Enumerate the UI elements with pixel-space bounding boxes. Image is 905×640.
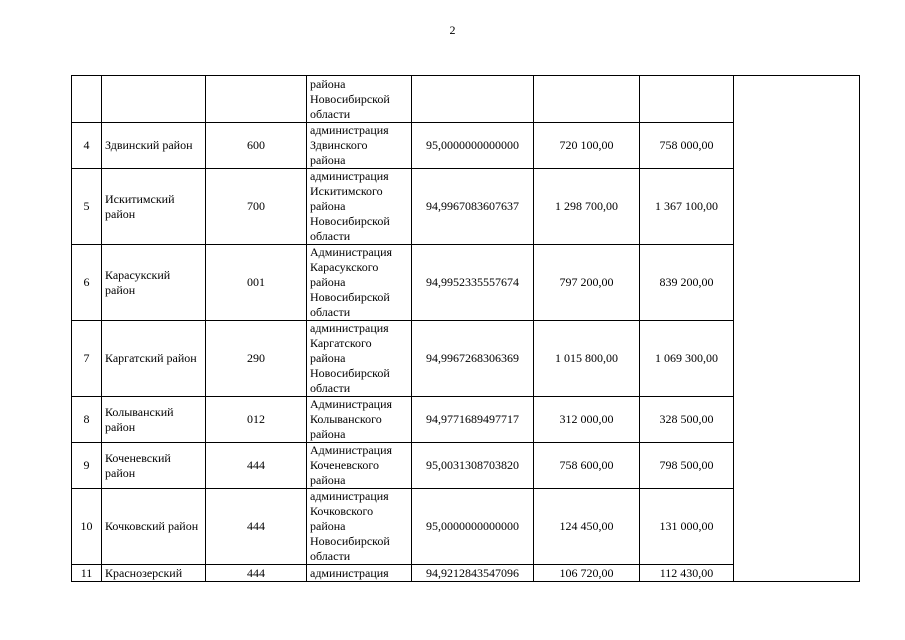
coefficient-cell: 95,0031308703820 [412,443,534,489]
coefficient-cell: 94,9771689497717 [412,397,534,443]
administration-cell: администрация [307,565,412,582]
amount-cell: 312 000,00 [534,397,640,443]
code-cell: 012 [206,397,307,443]
administration-cell: Администрация Карасукского района Новосибирской области [307,245,412,321]
row-number: 6 [72,245,102,321]
coefficient-cell: 94,9967083607637 [412,169,534,245]
table-row [72,76,860,123]
coefficient-cell: 95,0000000000000 [412,123,534,169]
coefficient-cell [412,76,534,123]
amount-cell: 758 600,00 [534,443,640,489]
district-name [102,76,206,123]
administration-cell: администрация Искитимского района Новосибирской области [307,169,412,245]
coefficient-cell: 94,9952335557674 [412,245,534,321]
district-name: Искитимский район [102,169,206,245]
administration-cell: администрация Кочковского района Новосибирской области [307,489,412,565]
administration-cell: Администрация Колыванского района [307,397,412,443]
code-cell: 600 [206,123,307,169]
row-number: 11 [72,565,102,582]
code-cell: 444 [206,565,307,582]
district-name: Кочковский район [102,489,206,565]
row-number: 4 [72,123,102,169]
amount-cell: 124 450,00 [534,489,640,565]
district-name: Колыванский район [102,397,206,443]
amount-cell: 797 200,00 [534,245,640,321]
row-number: 5 [72,169,102,245]
row-number: 10 [72,489,102,565]
amount-cell [534,76,640,123]
amount-cell: 328 500,00 [640,397,734,443]
coefficient-cell: 94,9967268306369 [412,321,534,397]
page-number: 2 [449,23,456,37]
district-name: Краснозерский [102,565,206,582]
administration-cell: района Новосибирской области [307,76,412,123]
row-number: 7 [72,321,102,397]
amount-cell: 131 000,00 [640,489,734,565]
code-cell: 444 [206,443,307,489]
district-name: Коченевский район [102,443,206,489]
row-number: 9 [72,443,102,489]
administration-cell: Администрация Коченевского района [307,443,412,489]
administration-cell: администрация Каргатского района Новосибирской области [307,321,412,397]
allocation-table [71,75,860,582]
coefficient-cell: 95,0000000000000 [412,489,534,565]
district-name: Здвинский район [102,123,206,169]
amount-cell: 1 069 300,00 [640,321,734,397]
notes-column [734,76,860,582]
coefficient-cell: 94,9212843547096 [412,565,534,582]
code-cell: 444 [206,489,307,565]
code-cell [206,76,307,123]
amount-cell [640,76,734,123]
amount-cell: 839 200,00 [640,245,734,321]
code-cell: 290 [206,321,307,397]
amount-cell: 798 500,00 [640,443,734,489]
row-number: 8 [72,397,102,443]
code-cell: 700 [206,169,307,245]
amount-cell: 1 298 700,00 [534,169,640,245]
district-name: Карасукский район [102,245,206,321]
amount-cell: 1 015 800,00 [534,321,640,397]
district-name: Каргатский район [102,321,206,397]
amount-cell: 720 100,00 [534,123,640,169]
amount-cell: 758 000,00 [640,123,734,169]
amount-cell: 1 367 100,00 [640,169,734,245]
code-cell: 001 [206,245,307,321]
administration-cell: администрация Здвинского района [307,123,412,169]
amount-cell: 112 430,00 [640,565,734,582]
row-number [72,76,102,123]
amount-cell: 106 720,00 [534,565,640,582]
